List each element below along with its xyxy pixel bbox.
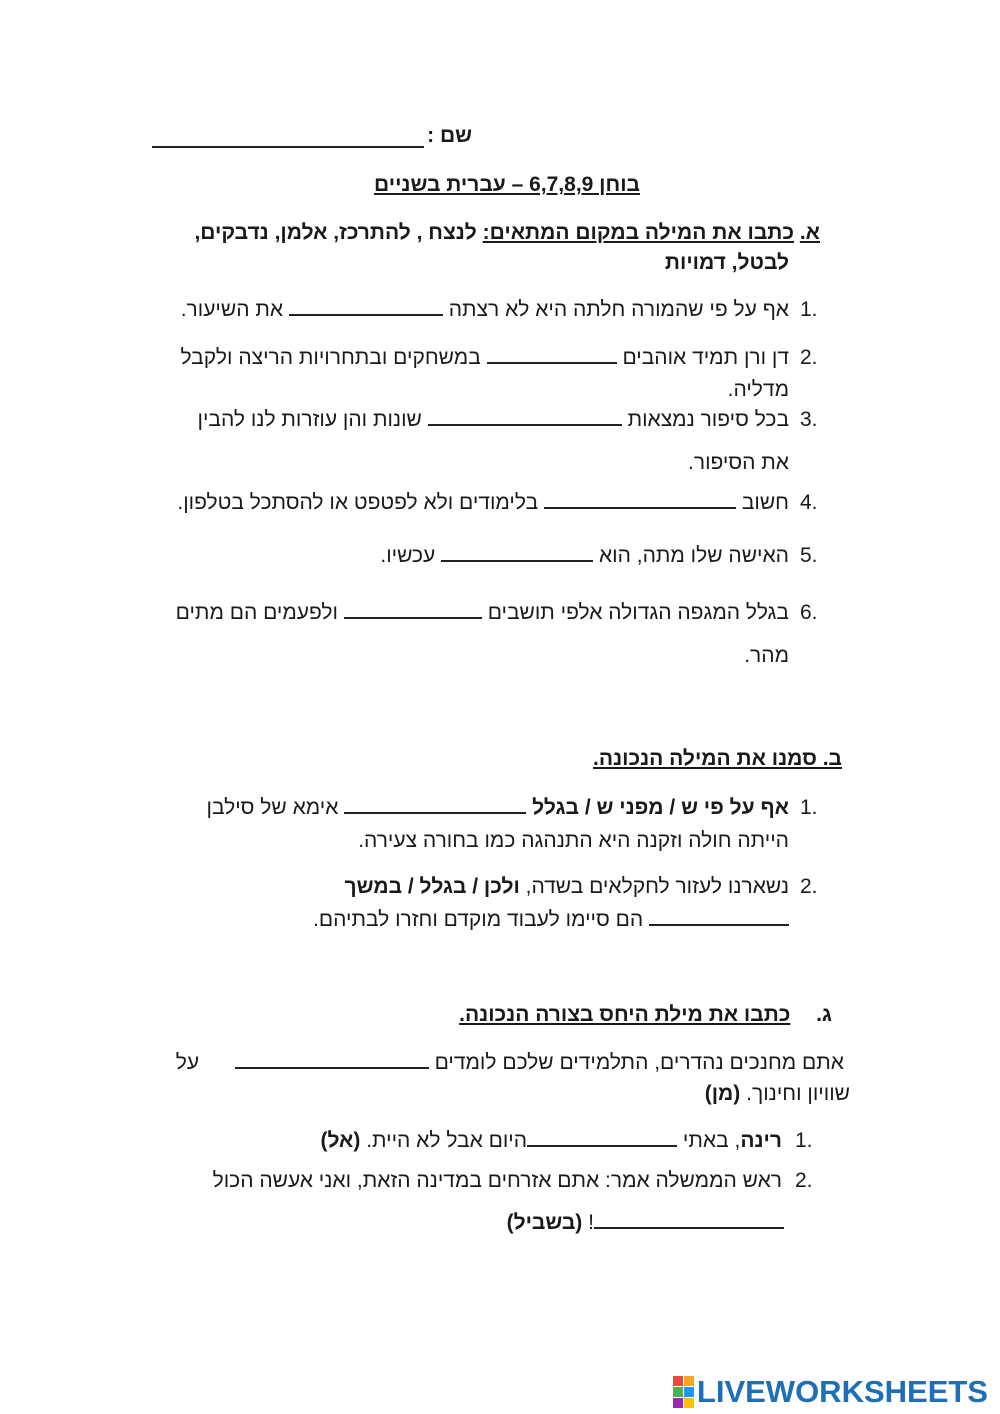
item-number: 1. <box>800 298 818 321</box>
list-item: דן ורן תמיד אוהבים במשחקים ובתחרויות הריצה ולקבל <box>180 346 789 369</box>
list-item-continuation: הם סיימו לעבוד מוקדם וחזרו לבתיהם. <box>313 905 789 935</box>
liveworksheets-logo <box>673 1374 988 1410</box>
logo-blocks-icon <box>673 1376 694 1408</box>
list-item-continuation: מדליה. <box>727 378 789 401</box>
item-number: 5. <box>800 544 818 567</box>
answer-blank[interactable] <box>441 542 593 562</box>
list-item-continuation: מהר. <box>744 644 789 667</box>
item-number: 1. <box>800 796 818 819</box>
section-a-letter: א. <box>799 221 820 244</box>
intro-sentence-continuation: שוויון וחינוך. (מן) <box>704 1082 850 1105</box>
person-name: רינה <box>740 1129 782 1152</box>
section-c-title: כתבו את מילת היחס בצורה הנכונה. <box>459 1003 791 1026</box>
list-item-continuation: הייתה חולה וזקנה היא התנהגה כמו בחורה צעירה. <box>358 829 789 852</box>
intro-sentence: אתם מחנכים נהדרים, התלמידים שלכם לומדים על <box>175 1051 844 1074</box>
list-item: אף על פי ש / מפני ש / בגלל אימא של סילבן <box>206 796 789 819</box>
list-item: נשארנו לעזור לחקלאים בשדה, ולכן / בגלל / במשך <box>344 875 789 898</box>
list-item-continuation: ! (בשביל) <box>507 1208 784 1238</box>
name-label: שם : <box>427 124 472 147</box>
item-number: 2. <box>800 346 818 369</box>
answer-blank[interactable] <box>235 1049 429 1069</box>
word-bank-line2: לבטל, דמויות <box>664 251 789 274</box>
answer-blank[interactable] <box>594 1209 784 1229</box>
section-a-instruction: כתבו את המילה במקום המתאים: <box>482 221 794 244</box>
list-item: בכל סיפור נמצאות שונות והן עוזרות לנו להבין <box>197 408 789 431</box>
word-options[interactable]: ולכן / בגלל / במשך <box>344 875 520 898</box>
word-bank-line1: לנצח , להתרכז, אלמן, נדבקים, <box>194 221 477 244</box>
list-item-continuation: את הסיפור. <box>688 451 789 474</box>
section-a-header <box>194 218 820 248</box>
item-number: 2. <box>800 875 818 898</box>
word-options[interactable]: אף על פי ש / מפני ש / בגלל <box>532 796 789 819</box>
answer-blank[interactable] <box>428 406 622 426</box>
logo-text: LIVEWORKSHEETS <box>696 1374 988 1409</box>
list-item: רינה, באתי היום אבל לא היית. (אל) <box>320 1129 782 1152</box>
list-item: אף על פי שהמורה חלתה היא לא רצתה את השיעור. <box>180 298 789 321</box>
item-number: 4. <box>800 491 818 514</box>
list-item: ראש הממשלה אמר: אתם אזרחים במדינה הזאת, ואני אעשה הכול <box>212 1169 782 1192</box>
answer-blank[interactable] <box>544 489 736 509</box>
list-item: חשוב בלימודים ולא לפטפט או להסתכל בטלפון. <box>177 491 789 514</box>
answer-blank[interactable] <box>527 1127 677 1147</box>
name-field[interactable] <box>152 146 424 148</box>
hint: (מן) <box>704 1082 741 1105</box>
list-item: בגלל המגפה הגדולה אלפי תושבים ולפעמים הם מתים <box>175 601 789 624</box>
item-number: 2. <box>795 1169 813 1192</box>
answer-blank[interactable] <box>344 599 482 619</box>
answer-blank[interactable] <box>289 296 443 316</box>
answer-blank[interactable] <box>649 906 789 926</box>
section-c-letter: ג. <box>816 1003 832 1026</box>
list-item: האישה שלו מתה, הוא עכשיו. <box>380 544 789 567</box>
section-c-header <box>459 1000 832 1030</box>
hint: (בשביל) <box>506 1211 583 1234</box>
item-number: 1. <box>795 1129 813 1152</box>
page-title: בוחן 6,7,8,9 – עברית בשניים <box>374 173 640 196</box>
answer-blank[interactable] <box>344 794 526 814</box>
item-number: 3. <box>800 408 818 431</box>
section-b-title: ב. סמנו את המילה הנכונה. <box>593 747 842 770</box>
hint: (אל) <box>320 1129 361 1152</box>
answer-blank[interactable] <box>487 344 617 364</box>
item-number: 6. <box>800 601 818 624</box>
